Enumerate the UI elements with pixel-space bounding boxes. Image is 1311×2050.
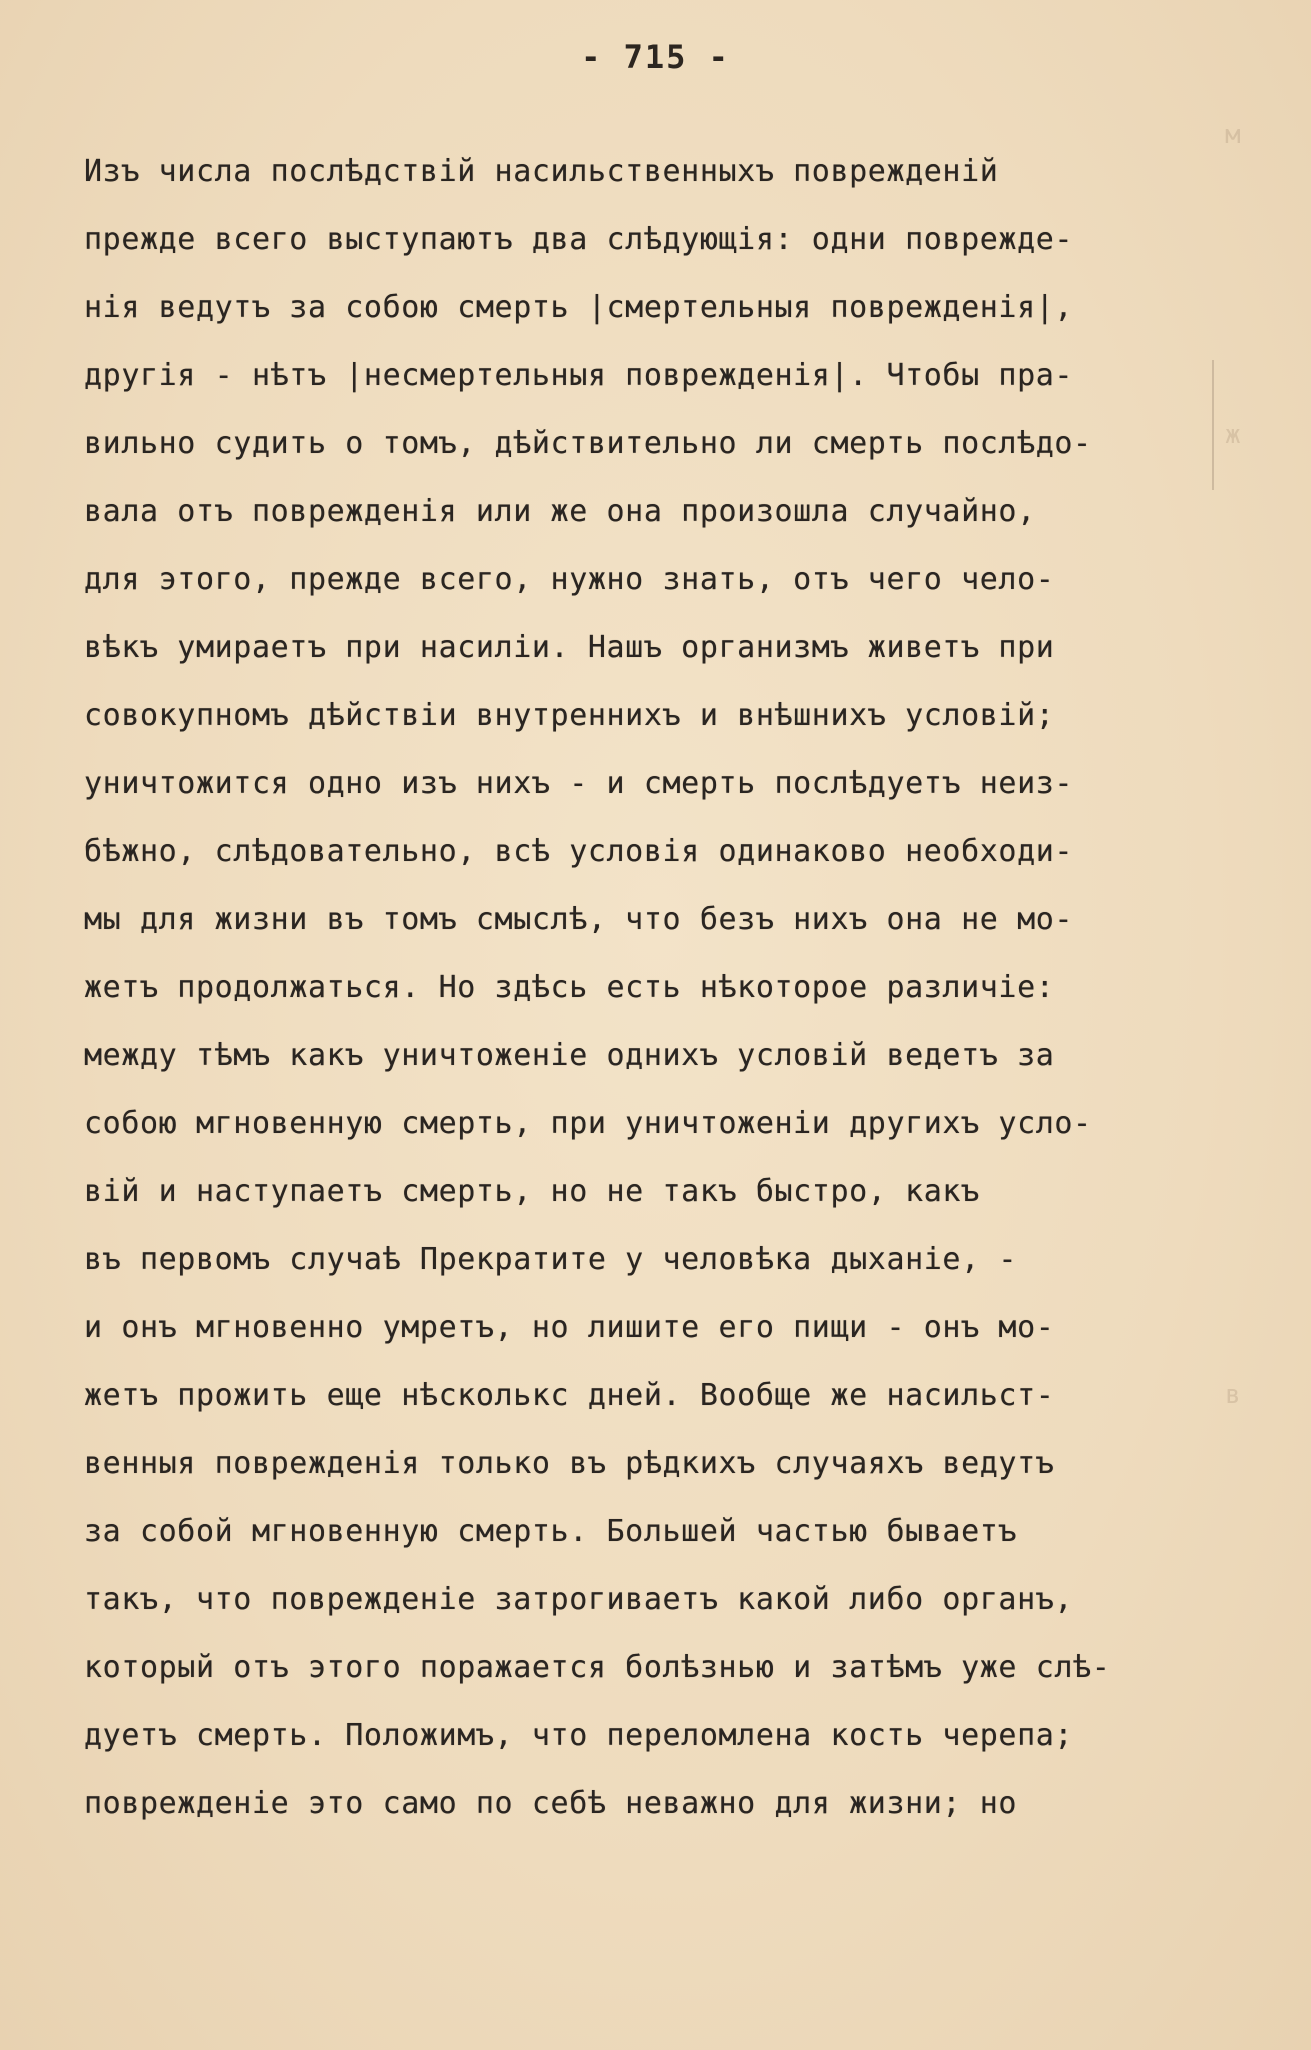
text-line: собою мгновенную смерть, при уничтоженіи другихъ усло- [84, 1106, 1092, 1141]
text-line: за собой мгновенную смерть. Большей частью бываетъ [84, 1514, 1018, 1549]
text-line: вій и наступаетъ смерть, но не такъ быстро, какъ [84, 1174, 980, 1209]
text-line: нія ведутъ за собою смерть |смертельныя поврежденія|, [84, 290, 1074, 325]
page-number: - 715 - [581, 38, 730, 76]
text-line: вѣкъ умираетъ при насиліи. Нашъ организмъ живетъ при [84, 630, 1055, 665]
text-line: поврежденіе это само по себѣ неважно для жизни; но [84, 1786, 1018, 1821]
text-line: венныя поврежденія только въ рѣдкихъ случаяхъ ведутъ [84, 1446, 1055, 1481]
text-line: въ первомъ случаѣ Прекратите у человѣка дыханіе, - [84, 1242, 1018, 1277]
text-line: между тѣмъ какъ уничтоженіе однихъ условій ведетъ за [84, 1038, 1055, 1073]
text-line: вильно судить о томъ, дѣйствительно ли смерть послѣдо- [84, 426, 1092, 461]
text-line: и онъ мгновенно умретъ, но лишите его пищи - онъ мо- [84, 1310, 1055, 1345]
text-line: такъ, что поврежденіе затрогиваетъ какой либо органъ, [84, 1582, 1074, 1617]
text-line: прежде всего выступаютъ два слѣдующія: одни поврежде- [84, 222, 1074, 257]
text-line: мы для жизни въ томъ смыслѣ, что безъ нихъ она не мо- [84, 902, 1074, 937]
text-line: другія - нѣтъ |несмертельныя поврежденія|. Чтобы пра- [84, 358, 1074, 393]
text-line: вала отъ поврежденія или же она произошла случайно, [84, 494, 1036, 529]
text-line: бѣжно, слѣдовательно, всѣ условія одинаково необходи- [84, 834, 1074, 869]
text-line: для этого, прежде всего, нужно знать, отъ чего чело- [84, 562, 1055, 597]
text-line: дуетъ смерть. Положимъ, что переломлена кость черепа; [84, 1718, 1074, 1753]
text-line: жетъ прожить еще нѣсколькс дней. Вообще же насильст- [84, 1378, 1055, 1413]
text-line: Изъ числа послѣдствій насильственныхъ поврежденій [84, 154, 999, 189]
bleed-through-text: м [1225, 120, 1241, 150]
text-body [84, 138, 1244, 1838]
bleed-through-text: в [1225, 1380, 1241, 1410]
text-line: жетъ продолжаться. Но здѣсь есть нѣкоторое различіе: [84, 970, 1055, 1005]
text-line: уничтожится одно изъ нихъ - и смерть послѣдуетъ неиз- [84, 766, 1074, 801]
text-line: который отъ этого поражается болѣзнью и затѣмъ уже слѣ- [84, 1650, 1111, 1685]
text-line: совокупномъ дѣйствіи внутреннихъ и внѣшнихъ условій; [84, 698, 1055, 733]
bleed-through-text: ж [1225, 420, 1241, 450]
